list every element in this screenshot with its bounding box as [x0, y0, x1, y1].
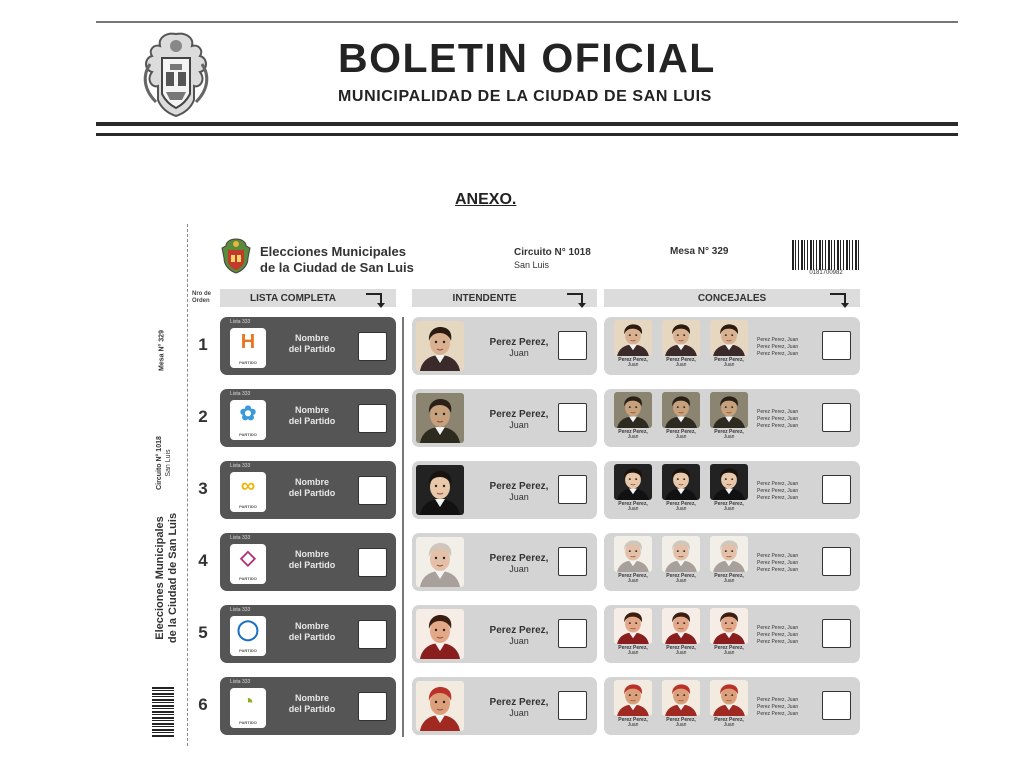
intendente-option[interactable]	[412, 461, 597, 519]
lista-checkbox[interactable]	[358, 404, 387, 433]
candidate-surname: Perez Perez,	[489, 337, 549, 348]
concejal-portrait	[710, 536, 748, 572]
column-header-lista	[220, 289, 396, 307]
concejal-first-name: Juan	[723, 434, 735, 440]
candidate-surname: Perez Perez,	[489, 553, 549, 564]
concejal-candidate	[662, 680, 700, 728]
party-logo-label: PARTIDO	[239, 576, 257, 581]
city-coat-of-arms-icon	[136, 28, 216, 118]
concejales-option[interactable]	[604, 317, 860, 375]
candidate-surname: Perez Perez,	[489, 409, 549, 420]
concejal-surname: Perez Perez,	[666, 501, 696, 507]
concejal-name	[614, 358, 652, 368]
concejal-first-name: Juan	[723, 506, 735, 512]
lista-completa-option[interactable]	[220, 677, 396, 735]
concejal-portrait	[710, 680, 748, 716]
concejal-surname: Perez Perez,	[618, 573, 648, 579]
party-name-line2: del Partido	[288, 704, 336, 714]
candidate-portrait	[416, 609, 464, 659]
party-symbol-icon: H	[240, 331, 256, 353]
concejal-surname: Perez Perez,	[618, 717, 648, 723]
concejal-surname: Perez Perez,	[714, 357, 744, 363]
publication-title: BOLETIN OFICIAL	[338, 35, 716, 81]
column-header-lista-label: LISTA COMPLETA	[250, 292, 336, 304]
ballot-barcode-number: 0181700982	[809, 270, 843, 276]
concejal-first-name: Juan	[675, 578, 687, 584]
concejal-surname: Perez Perez,	[666, 429, 696, 435]
party-logo	[230, 400, 266, 440]
concejal-list	[757, 553, 798, 574]
party-name	[282, 333, 342, 355]
concejal-candidate	[614, 320, 652, 368]
party-logo	[230, 688, 266, 728]
concejal-name	[614, 718, 652, 728]
list-tag: Lista 333	[230, 391, 251, 397]
concejal-first-name: Juan	[675, 434, 687, 440]
candidate-first-name: Juan	[509, 708, 529, 718]
party-name-line2: del Partido	[288, 344, 336, 354]
side-title-line1: Elecciones Municipales	[154, 516, 166, 640]
candidate-name	[486, 625, 552, 647]
party-symbol-icon: ◯	[236, 619, 260, 641]
candidate-surname: Perez Perez,	[489, 481, 549, 492]
candidate-surname: Perez Perez,	[489, 697, 549, 708]
concejal-first-name: Juan	[675, 650, 687, 656]
party-logo-label: PARTIDO	[239, 360, 257, 365]
ballot-circuito	[514, 246, 591, 271]
concejal-list-entry: Perez Perez, Juan	[757, 481, 799, 487]
concejal-list-entry: Perez Perez, Juan	[757, 423, 799, 429]
order-number: 4	[198, 551, 208, 570]
concejal-list-entry: Perez Perez, Juan	[757, 409, 799, 415]
header-rule-thin	[96, 133, 958, 136]
party-symbol-icon: ◇	[240, 547, 256, 569]
circuito-number: Circuito N° 1018	[514, 247, 591, 258]
concejal-portrait	[662, 608, 700, 644]
concejales-option[interactable]	[604, 533, 860, 591]
concejal-surname: Perez Perez,	[618, 357, 648, 363]
candidate-name	[486, 481, 552, 503]
side-circuito-label	[155, 427, 173, 499]
intendente-checkbox[interactable]	[558, 403, 587, 432]
concejal-portrait	[662, 536, 700, 572]
arrow-down-right-icon	[567, 293, 583, 303]
concejales-option[interactable]	[604, 461, 860, 519]
concejal-name	[614, 574, 652, 584]
concejal-list-entry: Perez Perez, Juan	[757, 495, 799, 501]
concejal-name	[710, 646, 748, 656]
party-name	[282, 693, 342, 715]
order-number: 6	[198, 695, 208, 714]
concejal-candidate	[710, 320, 748, 368]
concejal-candidate	[710, 464, 748, 512]
candidate-portrait	[416, 393, 464, 443]
party-symbol-icon: ∞	[240, 475, 256, 497]
concejal-portrait	[710, 608, 748, 644]
concejal-list-entry: Perez Perez, Juan	[757, 625, 799, 631]
concejales-checkbox[interactable]	[822, 547, 851, 576]
concejal-first-name: Juan	[723, 578, 735, 584]
concejal-name	[662, 574, 700, 584]
concejal-surname: Perez Perez,	[618, 645, 648, 651]
candidate-first-name: Juan	[509, 564, 529, 574]
party-name-line1: Nombre	[294, 477, 329, 487]
intendente-checkbox[interactable]	[558, 691, 587, 720]
side-mesa-label: Mesa N° 329	[158, 330, 166, 371]
concejal-list-entry: Perez Perez, Juan	[757, 351, 799, 357]
concejales-checkbox[interactable]	[822, 331, 851, 360]
column-header-concejales	[604, 289, 860, 307]
ballot-barcode	[792, 240, 860, 270]
intendente-checkbox[interactable]	[558, 547, 587, 576]
party-logo	[230, 472, 266, 512]
intendente-option[interactable]	[412, 389, 597, 447]
party-logo-label: PARTIDO	[239, 720, 257, 725]
concejal-candidate	[662, 608, 700, 656]
concejales-option[interactable]	[604, 677, 860, 735]
concejal-first-name: Juan	[675, 362, 687, 368]
concejales-checkbox[interactable]	[822, 691, 851, 720]
concejal-portrait	[662, 320, 700, 356]
lista-checkbox[interactable]	[358, 476, 387, 505]
concejal-name	[662, 358, 700, 368]
concejal-first-name: Juan	[627, 506, 639, 512]
concejal-candidate	[662, 536, 700, 584]
concejal-list	[757, 337, 798, 358]
lista-completa-option[interactable]	[220, 533, 396, 591]
concejal-name	[614, 646, 652, 656]
concejal-list-entry: Perez Perez, Juan	[757, 488, 799, 494]
ballot-cut-line	[187, 224, 188, 746]
party-logo-label: PARTIDO	[239, 648, 257, 653]
concejal-first-name: Juan	[675, 506, 687, 512]
concejal-name	[614, 430, 652, 440]
candidate-surname: Perez Perez,	[489, 625, 549, 636]
concejal-portrait	[614, 392, 652, 428]
concejal-portrait	[710, 320, 748, 356]
concejal-list	[757, 481, 798, 502]
concejal-first-name: Juan	[627, 722, 639, 728]
header-rule-thick	[96, 122, 958, 126]
candidate-first-name: Juan	[509, 636, 529, 646]
list-tag: Lista 333	[230, 679, 251, 685]
concejal-candidate	[614, 680, 652, 728]
party-symbol-icon: ✿	[239, 403, 257, 425]
ballot-mesa: Mesa N° 329	[670, 246, 729, 257]
concejal-list-entry: Perez Perez, Juan	[757, 639, 799, 645]
concejal-list-entry: Perez Perez, Juan	[757, 711, 799, 717]
concejal-candidate	[662, 320, 700, 368]
party-name	[282, 621, 342, 643]
nro-orden-line2: Orden	[192, 298, 210, 304]
concejal-list-entry: Perez Perez, Juan	[757, 567, 799, 573]
concejal-portrait	[614, 320, 652, 356]
party-name	[282, 477, 342, 499]
concejal-name	[662, 646, 700, 656]
order-number: 5	[198, 623, 208, 642]
candidate-first-name: Juan	[509, 348, 529, 358]
concejal-candidate	[614, 536, 652, 584]
party-name	[282, 405, 342, 427]
concejal-list	[757, 625, 798, 646]
party-name-line1: Nombre	[294, 693, 329, 703]
ballot-crest-icon	[220, 238, 252, 274]
concejal-portrait	[614, 608, 652, 644]
concejal-list-entry: Perez Perez, Juan	[757, 697, 799, 703]
concejal-name	[662, 502, 700, 512]
concejal-candidate	[710, 680, 748, 728]
concejal-first-name: Juan	[627, 434, 639, 440]
arrow-down-right-icon	[830, 293, 846, 303]
list-tag: Lista 333	[230, 535, 251, 541]
concejal-surname: Perez Perez,	[666, 357, 696, 363]
concejal-surname: Perez Perez,	[714, 429, 744, 435]
concejal-candidate	[710, 392, 748, 440]
concejal-list-entry: Perez Perez, Juan	[757, 560, 799, 566]
party-name-line1: Nombre	[294, 549, 329, 559]
concejal-list-entry: Perez Perez, Juan	[757, 337, 799, 343]
intendente-checkbox[interactable]	[558, 619, 587, 648]
concejal-first-name: Juan	[675, 722, 687, 728]
intendente-option[interactable]	[412, 317, 597, 375]
party-name-line2: del Partido	[288, 488, 336, 498]
concejal-surname: Perez Perez,	[666, 717, 696, 723]
party-logo	[230, 544, 266, 584]
list-tag: Lista 333	[230, 607, 251, 613]
column-header-concejales-label: CONCEJALES	[697, 292, 767, 304]
concejal-portrait	[710, 464, 748, 500]
ballot-sample	[150, 222, 865, 747]
candidate-name	[486, 409, 552, 431]
candidate-name	[486, 697, 552, 719]
order-number: 3	[198, 479, 208, 498]
concejal-portrait	[662, 464, 700, 500]
party-name-line2: del Partido	[288, 416, 336, 426]
intendente-option[interactable]	[412, 677, 597, 735]
concejal-list-entry: Perez Perez, Juan	[757, 704, 799, 710]
intendente-checkbox[interactable]	[558, 475, 587, 504]
concejal-list-entry: Perez Perez, Juan	[757, 553, 799, 559]
party-name-line2: del Partido	[288, 632, 336, 642]
concejal-name	[662, 430, 700, 440]
concejal-candidate	[662, 392, 700, 440]
side-ballot-title	[154, 503, 180, 653]
concejal-surname: Perez Perez,	[714, 645, 744, 651]
party-symbol-icon: ◔	[241, 691, 255, 713]
concejales-checkbox[interactable]	[822, 475, 851, 504]
concejal-surname: Perez Perez,	[666, 645, 696, 651]
party-name-line2: del Partido	[288, 560, 336, 570]
lista-checkbox[interactable]	[358, 548, 387, 577]
intendente-option[interactable]	[412, 533, 597, 591]
list-tag: Lista 333	[230, 319, 251, 325]
lista-completa-option[interactable]	[220, 461, 396, 519]
concejal-portrait	[614, 680, 652, 716]
party-name-line1: Nombre	[294, 333, 329, 343]
concejal-surname: Perez Perez,	[714, 717, 744, 723]
candidate-portrait	[416, 465, 464, 515]
list-tag: Lista 333	[230, 463, 251, 469]
concejal-first-name: Juan	[627, 578, 639, 584]
concejal-candidate	[662, 464, 700, 512]
concejal-name	[662, 718, 700, 728]
lista-checkbox[interactable]	[358, 332, 387, 361]
party-name-line1: Nombre	[294, 405, 329, 415]
concejal-portrait	[710, 392, 748, 428]
lista-completa-option[interactable]	[220, 389, 396, 447]
concejal-portrait	[614, 464, 652, 500]
concejal-first-name: Juan	[723, 362, 735, 368]
concejal-candidate	[614, 464, 652, 512]
publication-subtitle: MUNICIPALIDAD DE LA CIUDAD DE SAN LUIS	[338, 88, 712, 105]
party-name-line1: Nombre	[294, 621, 329, 631]
concejal-name	[710, 358, 748, 368]
side-title-line2: de la Ciudad de San Luis	[167, 512, 179, 644]
concejal-surname: Perez Perez,	[714, 501, 744, 507]
concejal-surname: Perez Perez,	[618, 501, 648, 507]
header-top-rule	[96, 21, 958, 23]
concejal-name	[614, 502, 652, 512]
concejal-portrait	[614, 536, 652, 572]
ballot-title	[260, 244, 414, 276]
concejal-candidate	[710, 536, 748, 584]
concejal-portrait	[662, 392, 700, 428]
concejal-name	[710, 502, 748, 512]
nro-orden-label	[192, 291, 211, 305]
concejal-name	[710, 574, 748, 584]
party-logo-label: PARTIDO	[239, 432, 257, 437]
lista-checkbox[interactable]	[358, 692, 387, 721]
concejal-surname: Perez Perez,	[618, 429, 648, 435]
concejal-list-entry: Perez Perez, Juan	[757, 416, 799, 422]
circuito-place: San Luis	[514, 260, 550, 270]
candidate-portrait	[416, 321, 464, 371]
lista-completa-option[interactable]	[220, 317, 396, 375]
concejal-candidate	[614, 392, 652, 440]
concejal-first-name: Juan	[627, 650, 639, 656]
arrow-down-right-icon	[366, 293, 382, 303]
order-number: 2	[198, 407, 208, 426]
side-circuito-number: Circuito N° 1018	[156, 436, 163, 490]
concejal-name	[710, 430, 748, 440]
concejales-checkbox[interactable]	[822, 619, 851, 648]
order-number: 1	[198, 335, 208, 354]
party-name	[282, 549, 342, 571]
concejal-surname: Perez Perez,	[666, 573, 696, 579]
side-circuito-place: San Luis	[165, 449, 172, 477]
lista-checkbox[interactable]	[358, 620, 387, 649]
candidate-portrait	[416, 681, 464, 731]
concejal-list	[757, 409, 798, 430]
concejales-option[interactable]	[604, 389, 860, 447]
candidate-first-name: Juan	[509, 492, 529, 502]
annex-heading: ANEXO.	[455, 191, 517, 208]
concejales-checkbox[interactable]	[822, 403, 851, 432]
column-header-intendente-label: INTENDENTE	[452, 292, 517, 304]
concejal-list	[757, 697, 798, 718]
party-logo	[230, 328, 266, 368]
concejal-candidate	[710, 608, 748, 656]
column-separator	[402, 317, 404, 737]
party-logo	[230, 616, 266, 656]
concejal-list-entry: Perez Perez, Juan	[757, 344, 799, 350]
concejal-first-name: Juan	[723, 722, 735, 728]
intendente-option[interactable]	[412, 605, 597, 663]
concejal-name	[710, 718, 748, 728]
concejal-portrait	[662, 680, 700, 716]
concejal-candidate	[614, 608, 652, 656]
nro-orden-line1: Nro de	[192, 291, 212, 297]
candidate-first-name: Juan	[509, 420, 529, 430]
concejal-list-entry: Perez Perez, Juan	[757, 632, 799, 638]
ballot-title-line2: de la Ciudad de San Luis	[260, 260, 414, 275]
concejales-option[interactable]	[604, 605, 860, 663]
concejal-surname: Perez Perez,	[714, 573, 744, 579]
column-header-intendente	[412, 289, 597, 307]
party-logo-label: PARTIDO	[239, 504, 257, 509]
ballot-title-line1: Elecciones Municipales	[260, 244, 406, 259]
side-barcode	[152, 687, 174, 737]
candidate-name	[486, 553, 552, 575]
concejal-first-name: Juan	[627, 362, 639, 368]
intendente-checkbox[interactable]	[558, 331, 587, 360]
candidate-portrait	[416, 537, 464, 587]
lista-completa-option[interactable]	[220, 605, 396, 663]
candidate-name	[486, 337, 552, 359]
concejal-first-name: Juan	[723, 650, 735, 656]
